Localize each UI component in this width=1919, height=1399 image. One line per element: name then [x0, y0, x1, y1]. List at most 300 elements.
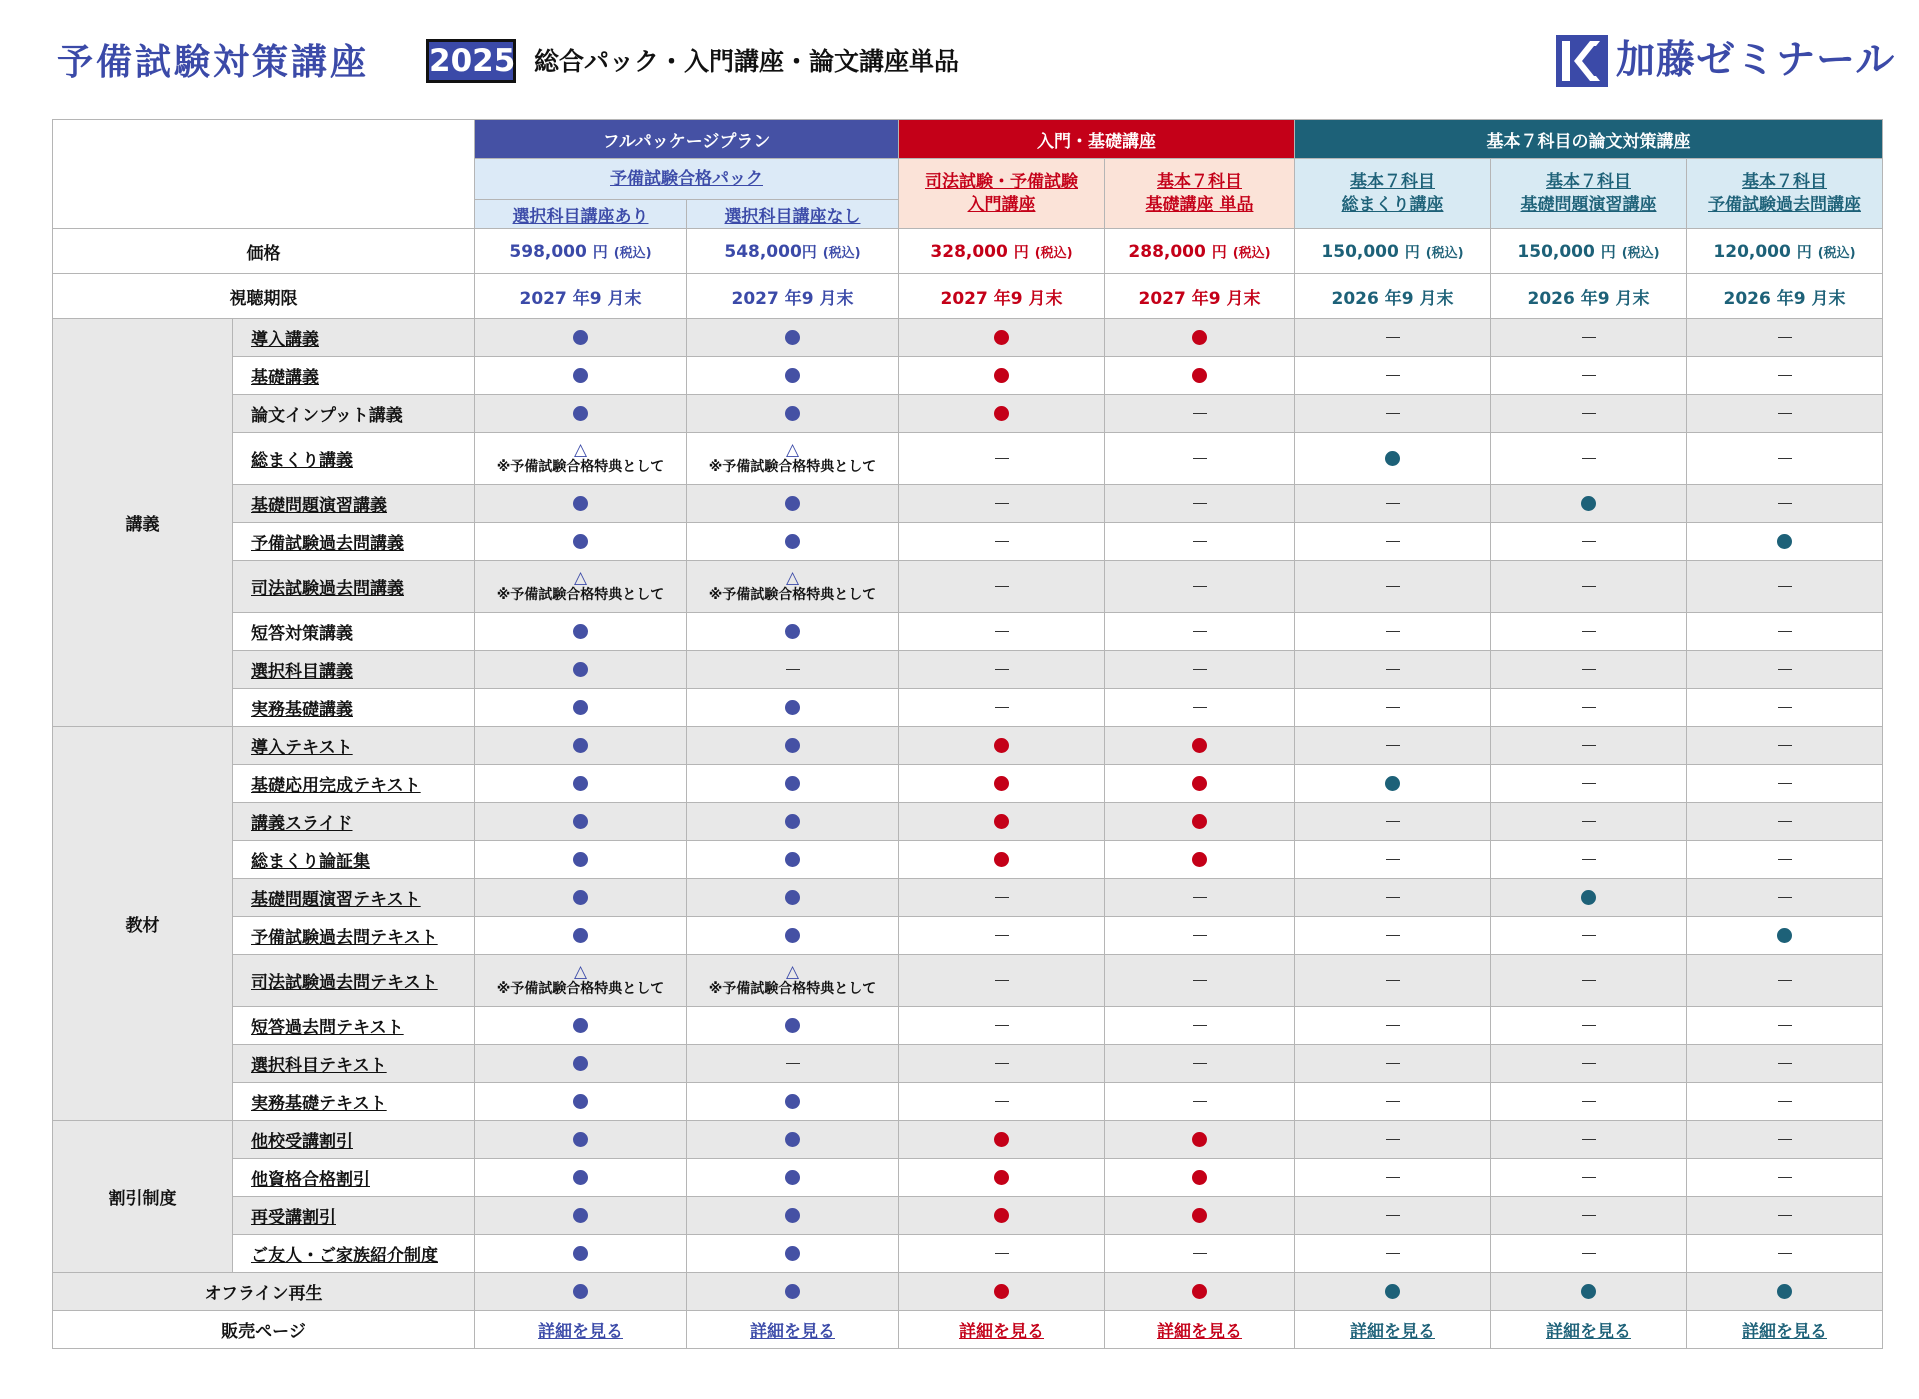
dash-icon: [1582, 783, 1596, 784]
period-cell: 2027 年9 月末: [1105, 274, 1295, 319]
feature-label[interactable]: 短答過去問テキスト: [233, 1007, 475, 1045]
included-dot-icon: [785, 814, 800, 829]
price-yen: 円: [1600, 242, 1616, 261]
dash-icon: [1778, 669, 1792, 670]
details-link[interactable]: 詳細を見る: [1295, 1311, 1491, 1349]
table-row: [53, 841, 1883, 879]
column-exercise-course[interactable]: [1491, 159, 1687, 229]
dash-icon: [1778, 503, 1792, 504]
included-mark: [1491, 485, 1687, 523]
included-dot-icon: [1192, 1132, 1207, 1147]
not-included-mark: [899, 433, 1105, 485]
included-mark: [1687, 1273, 1883, 1311]
details-link[interactable]: 詳細を見る: [1687, 1311, 1883, 1349]
price-value: 598,000: [509, 241, 587, 262]
included-dot-icon: [785, 1170, 800, 1185]
dash-icon: [1778, 586, 1792, 587]
not-included-mark: [899, 1083, 1105, 1121]
brand-logo[interactable]: [1556, 35, 1895, 87]
table-row: [53, 765, 1883, 803]
benefit-note: ※予備試験合格特典として: [496, 980, 665, 997]
dash-icon: [1193, 1101, 1207, 1102]
benefit-note: ※予備試験合格特典として: [708, 458, 877, 475]
dash-icon: [1778, 413, 1792, 414]
price-tax: (税込): [1232, 245, 1271, 261]
included-mark: [899, 1273, 1105, 1311]
included-dot-icon: [1192, 1208, 1207, 1223]
details-link[interactable]: 詳細を見る: [1105, 1311, 1295, 1349]
period-cell: 2027 年9 月末: [687, 274, 899, 319]
included-dot-icon: [994, 814, 1009, 829]
included-dot-icon: [785, 496, 800, 511]
included-dot-icon: [573, 368, 588, 383]
included-dot-icon: [1777, 928, 1792, 943]
not-included-mark: [899, 1045, 1105, 1083]
feature-label[interactable]: 再受講割引: [233, 1197, 475, 1235]
dash-icon: [1193, 1063, 1207, 1064]
details-link[interactable]: 詳細を見る: [687, 1311, 899, 1349]
column-pack[interactable]: [475, 159, 899, 200]
feature-label[interactable]: 導入テキスト: [233, 727, 475, 765]
included-dot-icon: [573, 330, 588, 345]
triangle-icon: △: [785, 439, 800, 460]
included-mark: [475, 879, 687, 917]
not-included-mark: [1687, 1197, 1883, 1235]
feature-label: 短答対策講義: [233, 613, 475, 651]
included-dot-icon: [573, 1056, 588, 1071]
not-included-mark: [1491, 803, 1687, 841]
dash-icon: [1778, 1101, 1792, 1102]
column-basic-course-line2: 基礎講座 単品: [1145, 194, 1254, 215]
details-link[interactable]: 詳細を見る: [899, 1311, 1105, 1349]
period-cell: 2027 年9 月末: [899, 274, 1105, 319]
included-mark: [475, 1273, 687, 1311]
price-cell: [1687, 229, 1883, 274]
included-mark: [475, 689, 687, 727]
included-dot-icon: [785, 738, 800, 753]
feature-label[interactable]: ご友人・ご家族紹介制度: [233, 1235, 475, 1273]
dash-icon: [1778, 1253, 1792, 1254]
not-included-mark: [1491, 917, 1687, 955]
included-dot-icon: [785, 1284, 800, 1299]
included-mark: [1105, 357, 1295, 395]
price-yen: 円: [1013, 242, 1029, 261]
included-mark: [687, 727, 899, 765]
table-row: [53, 561, 1883, 613]
included-dot-icon: [1581, 890, 1596, 905]
not-included-mark: [1105, 1045, 1295, 1083]
period-cell: 2026 年9 月末: [1295, 274, 1491, 319]
feature-label[interactable]: 総まくり講義: [233, 433, 475, 485]
included-mark: [899, 319, 1105, 357]
table-row: [53, 1159, 1883, 1197]
benefit-mark-wrap: [687, 567, 898, 604]
dash-icon: [1582, 541, 1596, 542]
feature-label[interactable]: 他校受講割引: [233, 1121, 475, 1159]
included-dot-icon: [573, 890, 588, 905]
dash-icon: [1778, 375, 1792, 376]
dash-icon: [1386, 897, 1400, 898]
included-mark: [687, 319, 899, 357]
table-row: [53, 523, 1883, 561]
column-intro-course-line2: 入門講座: [967, 194, 1036, 215]
included-dot-icon: [785, 624, 800, 639]
dash-icon: [1582, 458, 1596, 459]
kato-k-logo-icon: [1556, 35, 1608, 87]
dash-icon: [995, 669, 1009, 670]
included-mark: [1105, 1159, 1295, 1197]
not-included-mark: [1295, 727, 1491, 765]
not-included-mark: [1105, 879, 1295, 917]
feature-label[interactable]: 実務基礎講義: [233, 689, 475, 727]
dash-icon: [1778, 897, 1792, 898]
included-mark: [475, 395, 687, 433]
dash-icon: [995, 458, 1009, 459]
included-dot-icon: [785, 1094, 800, 1109]
column-past-exam-course[interactable]: [1687, 159, 1883, 229]
included-dot-icon: [1581, 1284, 1596, 1299]
not-included-mark: [1491, 1235, 1687, 1273]
included-dot-icon: [994, 1132, 1009, 1147]
feature-label[interactable]: 講義スライド: [233, 803, 475, 841]
not-included-mark: [687, 1045, 899, 1083]
table-row: [53, 1197, 1883, 1235]
price-tax: (税込): [1621, 245, 1660, 261]
period-cell: 2026 年9 月末: [1687, 274, 1883, 319]
benefit-mark: [687, 561, 899, 613]
not-included-mark: [1295, 689, 1491, 727]
details-link[interactable]: 詳細を見る: [475, 1311, 687, 1349]
not-included-mark: [1295, 917, 1491, 955]
not-included-mark: [1105, 485, 1295, 523]
included-dot-icon: [785, 776, 800, 791]
price-cell: [1295, 229, 1491, 274]
included-dot-icon: [573, 1018, 588, 1033]
included-dot-icon: [994, 368, 1009, 383]
not-included-mark: [1105, 433, 1295, 485]
dash-icon: [1582, 1253, 1596, 1254]
included-mark: [687, 1273, 899, 1311]
not-included-mark: [1687, 613, 1883, 651]
included-mark: [687, 523, 899, 561]
not-included-mark: [1295, 1045, 1491, 1083]
feature-label[interactable]: 基礎講義: [233, 357, 475, 395]
not-included-mark: [1687, 879, 1883, 917]
table-row: [53, 613, 1883, 651]
included-dot-icon: [573, 1170, 588, 1185]
included-mark: [475, 841, 687, 879]
benefit-note: ※予備試験合格特典として: [496, 586, 665, 603]
price-tax: (税込): [1425, 245, 1464, 261]
column-summary-course[interactable]: [1295, 159, 1491, 229]
included-mark: [475, 1045, 687, 1083]
dash-icon: [1386, 1215, 1400, 1216]
included-dot-icon: [1385, 451, 1400, 466]
column-basic-course-line1: 基本７科目: [1157, 171, 1242, 192]
not-included-mark: [1295, 523, 1491, 561]
not-included-mark: [1105, 395, 1295, 433]
dash-icon: [995, 897, 1009, 898]
included-dot-icon: [573, 1094, 588, 1109]
included-mark: [475, 523, 687, 561]
not-included-mark: [1295, 841, 1491, 879]
included-mark: [687, 395, 899, 433]
dash-icon: [1778, 458, 1792, 459]
sales-row-header: 販売ページ: [53, 1311, 475, 1349]
included-dot-icon: [1192, 368, 1207, 383]
included-mark: [1687, 917, 1883, 955]
price-yen: 円: [1211, 242, 1227, 261]
table-row: [53, 357, 1883, 395]
feature-label[interactable]: 基礎応用完成テキスト: [233, 765, 475, 803]
not-included-mark: [1491, 319, 1687, 357]
included-dot-icon: [573, 1208, 588, 1223]
included-dot-icon: [785, 852, 800, 867]
dash-icon: [1386, 1253, 1400, 1254]
not-included-mark: [1105, 1235, 1295, 1273]
dash-icon: [1193, 503, 1207, 504]
included-dot-icon: [785, 406, 800, 421]
included-mark: [687, 1159, 899, 1197]
feature-label[interactable]: 基礎問題演習講義: [233, 485, 475, 523]
column-past-exam-course-line1: 基本７科目: [1742, 171, 1827, 192]
benefit-note: ※予備試験合格特典として: [708, 980, 877, 997]
benefit-mark: [475, 955, 687, 1007]
price-value: 150,000: [1517, 241, 1595, 262]
table-row: [53, 395, 1883, 433]
included-dot-icon: [1192, 814, 1207, 829]
not-included-mark: [1687, 841, 1883, 879]
dash-icon: [1778, 1063, 1792, 1064]
not-included-mark: [1105, 613, 1295, 651]
feature-label[interactable]: 実務基礎テキスト: [233, 1083, 475, 1121]
included-dot-icon: [573, 1132, 588, 1147]
included-mark: [1105, 841, 1295, 879]
dash-icon: [1582, 1139, 1596, 1140]
dash-icon: [995, 1101, 1009, 1102]
included-dot-icon: [1385, 1284, 1400, 1299]
included-mark: [475, 1007, 687, 1045]
dash-icon: [1193, 458, 1207, 459]
dash-icon: [1778, 1215, 1792, 1216]
price-cell: [1105, 229, 1295, 274]
not-included-mark: [1491, 1045, 1687, 1083]
dash-icon: [1386, 631, 1400, 632]
included-mark: [687, 485, 899, 523]
included-mark: [475, 1235, 687, 1273]
included-mark: [1295, 1273, 1491, 1311]
feature-label[interactable]: 導入講義: [233, 319, 475, 357]
not-included-mark: [1491, 651, 1687, 689]
included-dot-icon: [785, 700, 800, 715]
not-included-mark: [899, 955, 1105, 1007]
feature-label[interactable]: 選択科目テキスト: [233, 1045, 475, 1083]
not-included-mark: [1105, 917, 1295, 955]
dash-icon: [1778, 1177, 1792, 1178]
benefit-mark-wrap: [475, 961, 686, 998]
triangle-icon: △: [573, 961, 588, 982]
included-dot-icon: [1192, 852, 1207, 867]
table-row: [53, 955, 1883, 1007]
price-tax: (税込): [822, 245, 861, 261]
price-yen: 円: [1404, 242, 1420, 261]
not-included-mark: [1687, 485, 1883, 523]
table-row: [53, 1235, 1883, 1273]
not-included-mark: [1687, 357, 1883, 395]
included-dot-icon: [785, 890, 800, 905]
column-pack-without-elective[interactable]: 選択科目講座なし: [687, 200, 899, 229]
price-cell: [475, 229, 687, 274]
table-row: [53, 319, 1883, 357]
dash-icon: [1193, 1253, 1207, 1254]
price-cell: [1491, 229, 1687, 274]
dash-icon: [1582, 745, 1596, 746]
price-tax: (税込): [1034, 245, 1073, 261]
included-mark: [475, 917, 687, 955]
included-dot-icon: [1777, 534, 1792, 549]
dash-icon: [1582, 1063, 1596, 1064]
dash-icon: [1193, 707, 1207, 708]
dash-icon: [1193, 935, 1207, 936]
section-materials: 教材: [53, 727, 233, 1121]
group-essay-courses: 基本７科目の論文対策講座: [1295, 120, 1883, 159]
included-mark: [687, 357, 899, 395]
included-mark: [899, 727, 1105, 765]
dash-icon: [995, 631, 1009, 632]
dash-icon: [1778, 859, 1792, 860]
dash-icon: [1386, 375, 1400, 376]
included-dot-icon: [573, 662, 588, 677]
dash-icon: [1778, 631, 1792, 632]
group-full-package: フルパッケージプラン: [475, 120, 899, 159]
feature-label[interactable]: 総まくり論証集: [233, 841, 475, 879]
not-included-mark: [1105, 561, 1295, 613]
feature-label[interactable]: 予備試験過去問テキスト: [233, 917, 475, 955]
dash-icon: [1386, 413, 1400, 414]
not-included-mark: [1687, 727, 1883, 765]
column-intro-course[interactable]: [899, 159, 1105, 229]
included-mark: [899, 1159, 1105, 1197]
included-dot-icon: [573, 928, 588, 943]
included-mark: [899, 765, 1105, 803]
not-included-mark: [899, 917, 1105, 955]
not-included-mark: [1295, 357, 1491, 395]
dash-icon: [1778, 980, 1792, 981]
column-basic-course[interactable]: [1105, 159, 1295, 229]
triangle-icon: △: [573, 439, 588, 460]
not-included-mark: [1295, 395, 1491, 433]
feature-label[interactable]: 他資格合格割引: [233, 1159, 475, 1197]
not-included-mark: [899, 651, 1105, 689]
included-mark: [1105, 1273, 1295, 1311]
included-dot-icon: [573, 406, 588, 421]
not-included-mark: [1105, 1007, 1295, 1045]
dash-icon: [1778, 783, 1792, 784]
dash-icon: [786, 669, 800, 670]
dash-icon: [1193, 541, 1207, 542]
feature-label[interactable]: 司法試験過去問講義: [233, 561, 475, 613]
details-link[interactable]: 詳細を見る: [1491, 1311, 1687, 1349]
included-mark: [1105, 765, 1295, 803]
table-row: [53, 1045, 1883, 1083]
included-dot-icon: [785, 1246, 800, 1261]
table-row: [53, 651, 1883, 689]
dash-icon: [995, 1253, 1009, 1254]
included-dot-icon: [573, 1246, 588, 1261]
included-mark: [899, 841, 1105, 879]
dash-icon: [1582, 1177, 1596, 1178]
not-included-mark: [1687, 1121, 1883, 1159]
not-included-mark: [1491, 689, 1687, 727]
column-pack-with-elective[interactable]: 選択科目講座あり: [475, 200, 687, 229]
included-dot-icon: [573, 1284, 588, 1299]
price-value: 548,000: [724, 241, 802, 262]
included-mark: [687, 1083, 899, 1121]
included-dot-icon: [785, 534, 800, 549]
price-value: 150,000: [1321, 241, 1399, 262]
benefit-mark: [475, 561, 687, 613]
included-mark: [1105, 727, 1295, 765]
brand-logo-text: 加藤ゼミナール: [1616, 38, 1896, 83]
dash-icon: [995, 1063, 1009, 1064]
not-included-mark: [1295, 319, 1491, 357]
price-row-header: 価格: [53, 229, 475, 274]
price-value: 120,000: [1713, 241, 1791, 262]
not-included-mark: [1295, 879, 1491, 917]
feature-label[interactable]: 選択科目講義: [233, 651, 475, 689]
included-dot-icon: [573, 738, 588, 753]
dash-icon: [1386, 586, 1400, 587]
offline-row-header: オフライン再生: [53, 1273, 475, 1311]
table-row: [53, 727, 1883, 765]
not-included-mark: [1295, 955, 1491, 1007]
dash-icon: [1582, 1215, 1596, 1216]
included-mark: [1687, 523, 1883, 561]
dash-icon: [995, 707, 1009, 708]
not-included-mark: [899, 561, 1105, 613]
dash-icon: [1193, 669, 1207, 670]
section-discounts: 割引制度: [53, 1121, 233, 1273]
benefit-mark: [687, 955, 899, 1007]
not-included-mark: [1491, 955, 1687, 1007]
included-mark: [687, 917, 899, 955]
dash-icon: [1193, 980, 1207, 981]
feature-label[interactable]: 予備試験過去問講義: [233, 523, 475, 561]
not-included-mark: [1105, 523, 1295, 561]
feature-label[interactable]: 基礎問題演習テキスト: [233, 879, 475, 917]
table-row: [53, 1007, 1883, 1045]
included-dot-icon: [994, 1284, 1009, 1299]
included-mark: [475, 651, 687, 689]
not-included-mark: [1105, 689, 1295, 727]
included-dot-icon: [785, 330, 800, 345]
included-mark: [1295, 765, 1491, 803]
feature-label[interactable]: 司法試験過去問テキスト: [233, 955, 475, 1007]
included-mark: [687, 1235, 899, 1273]
period-cell: 2027 年9 月末: [475, 274, 687, 319]
table-row: [53, 1083, 1883, 1121]
not-included-mark: [1105, 1083, 1295, 1121]
included-mark: [899, 395, 1105, 433]
dash-icon: [1386, 859, 1400, 860]
not-included-mark: [1491, 841, 1687, 879]
not-included-mark: [899, 879, 1105, 917]
dash-icon: [1386, 745, 1400, 746]
dash-icon: [1386, 1101, 1400, 1102]
price-value: 328,000: [930, 241, 1008, 262]
dash-icon: [1386, 821, 1400, 822]
included-dot-icon: [1581, 496, 1596, 511]
